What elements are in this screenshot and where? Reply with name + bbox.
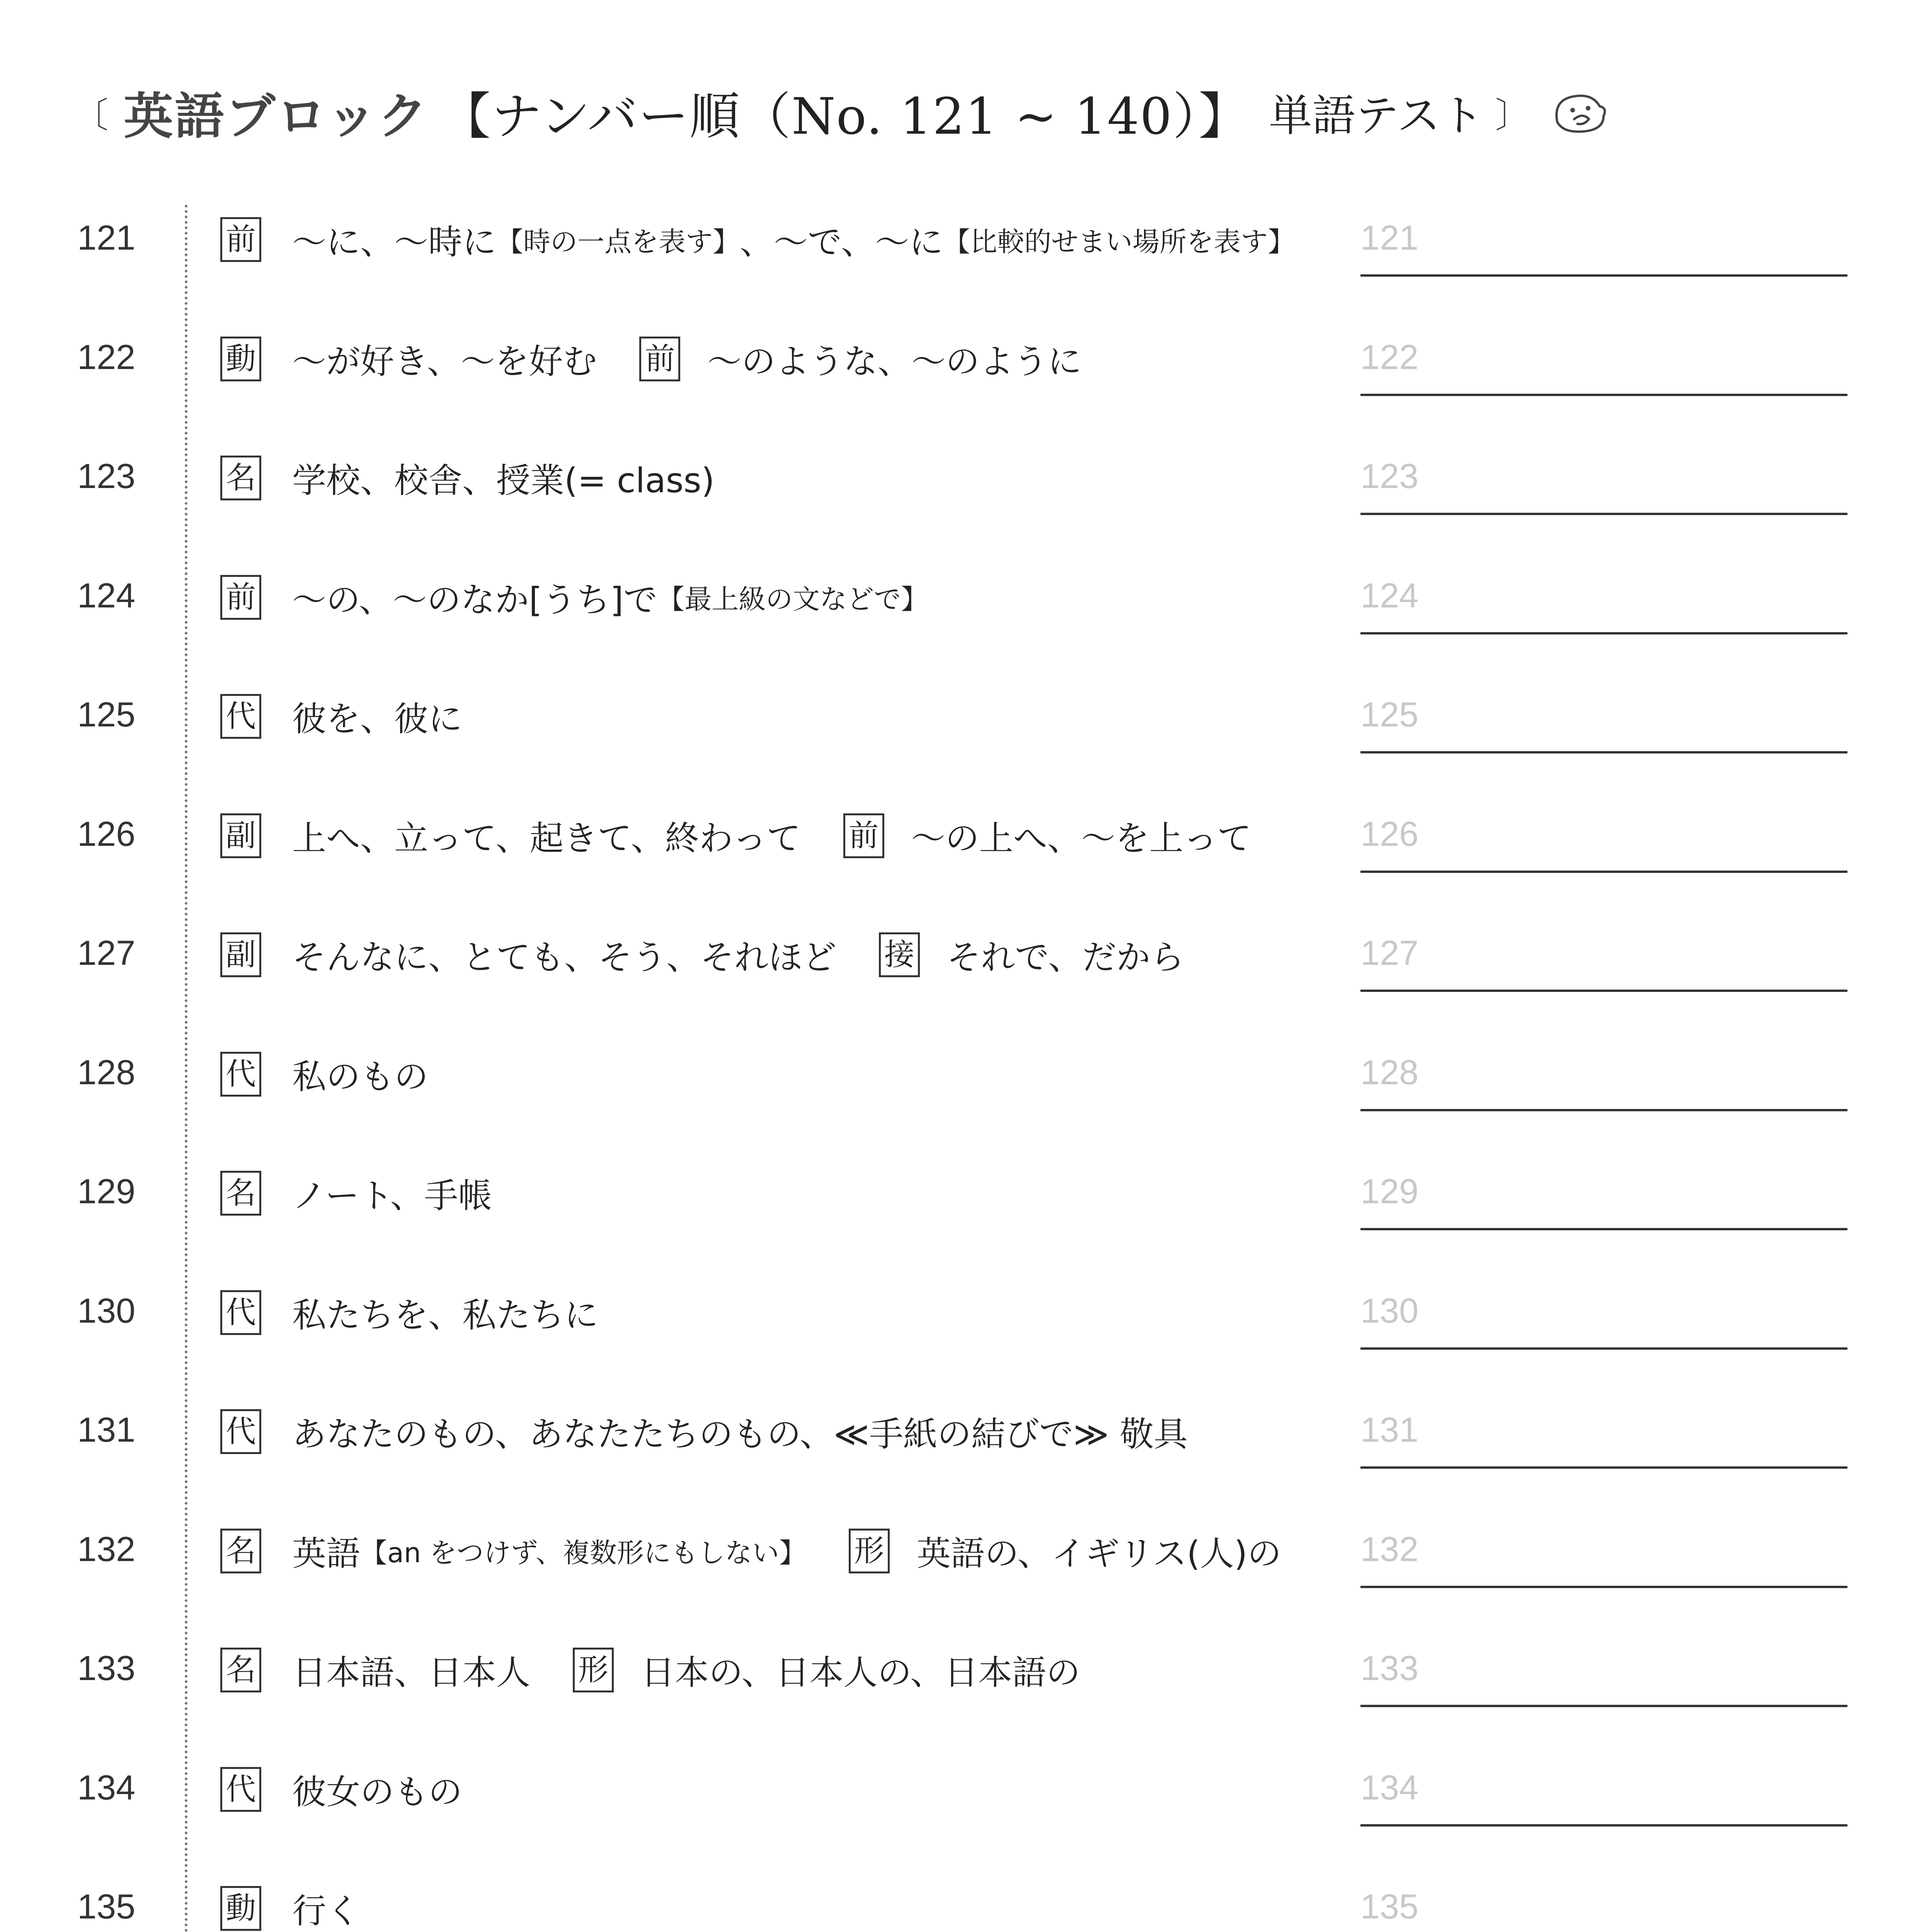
item-number: 133 xyxy=(77,1649,136,1688)
part-of-speech-badge: 形 xyxy=(849,1529,890,1573)
meaning-text: 私のもの xyxy=(292,1056,429,1097)
item-number: 130 xyxy=(77,1291,136,1330)
meaning-text: 彼を、彼に xyxy=(292,699,463,739)
answer-number-label: 133 xyxy=(1360,1649,1419,1688)
item-number: 126 xyxy=(77,815,136,854)
usage-note: 【最上級の文などで】 xyxy=(657,583,928,615)
answer-write-line[interactable] xyxy=(1360,274,1847,277)
page-header xyxy=(73,73,1611,151)
item-number: 135 xyxy=(77,1888,136,1926)
answer-number-label: 125 xyxy=(1360,696,1419,734)
brand-logo: 英語ブロック xyxy=(124,88,429,145)
item-number: 124 xyxy=(77,576,136,615)
answer-number-label: 135 xyxy=(1360,1888,1419,1926)
definition xyxy=(220,691,462,742)
part-of-speech-badge: 名 xyxy=(220,1648,261,1692)
item-number: 129 xyxy=(77,1172,136,1211)
item-number: 128 xyxy=(77,1053,136,1092)
answer-number-label: 129 xyxy=(1360,1172,1419,1211)
meaning-text: 英語 xyxy=(292,1533,361,1573)
part-of-speech-badge: 名 xyxy=(220,1171,261,1216)
part-of-speech-badge: 前 xyxy=(220,217,261,262)
definition xyxy=(220,1526,1281,1576)
meaning-text: あなたのもの、あなたたちのもの、≪手紙の結びで≫ 敬具 xyxy=(292,1414,1188,1454)
definition xyxy=(220,1168,492,1218)
definition xyxy=(220,572,928,622)
answer-write-line[interactable] xyxy=(1360,1466,1847,1469)
answer-write-line[interactable] xyxy=(1360,1705,1847,1707)
word-row xyxy=(0,1864,1917,1932)
usage-note: 【時の一点を表す】 xyxy=(496,226,740,258)
answer-number-label: 134 xyxy=(1360,1768,1419,1807)
answer-write-line[interactable] xyxy=(1360,394,1847,396)
meaning-text: 日本語、日本人 xyxy=(292,1653,531,1692)
meaning-text: そんなに、とても、そう、それほど xyxy=(292,937,837,977)
meaning-text: 、～で、～に xyxy=(740,222,943,262)
item-number: 134 xyxy=(77,1768,136,1807)
answer-write-line[interactable] xyxy=(1360,1824,1847,1827)
meaning-text: ～の上へ、～を上って xyxy=(911,818,1251,858)
word-row xyxy=(0,1507,1917,1626)
part-of-speech-badge: 代 xyxy=(220,1052,261,1097)
word-row xyxy=(0,791,1917,911)
definition xyxy=(220,1406,1188,1457)
answer-write-line[interactable] xyxy=(1360,1586,1847,1588)
answer-number-label: 126 xyxy=(1360,815,1419,854)
word-row xyxy=(0,434,1917,553)
part-of-speech-badge: 代 xyxy=(220,1290,261,1335)
word-row xyxy=(0,1149,1917,1268)
answer-number-label: 131 xyxy=(1360,1411,1419,1449)
answer-write-line[interactable] xyxy=(1360,632,1847,634)
item-number: 131 xyxy=(77,1411,136,1449)
answer-write-line[interactable] xyxy=(1360,1109,1847,1111)
word-row xyxy=(0,1268,1917,1388)
answer-write-line[interactable] xyxy=(1360,1347,1847,1350)
definition xyxy=(220,453,715,503)
word-row xyxy=(0,1387,1917,1507)
answer-number-label: 122 xyxy=(1360,338,1419,377)
meaning-text: 行く xyxy=(292,1891,361,1931)
answer-number-label: 128 xyxy=(1360,1053,1419,1092)
definition xyxy=(220,930,1184,980)
answer-write-line[interactable] xyxy=(1360,990,1847,992)
item-number: 127 xyxy=(77,934,136,973)
meaning-text: 英語の、イギリス(人)の xyxy=(916,1533,1282,1573)
item-number: 123 xyxy=(77,457,136,496)
part-of-speech-badge: 前 xyxy=(843,813,884,858)
answer-number-label: 130 xyxy=(1360,1291,1419,1330)
part-of-speech-badge: 動 xyxy=(220,1886,261,1931)
word-row xyxy=(0,1030,1917,1149)
header-bracket-open: 〔 xyxy=(73,95,108,136)
part-of-speech-badge: 前 xyxy=(639,337,680,381)
word-row xyxy=(0,195,1917,315)
definition xyxy=(220,1645,1080,1695)
usage-note: 【比較的せまい場所を表す】 xyxy=(943,226,1295,258)
part-of-speech-badge: 前 xyxy=(220,575,261,620)
word-row xyxy=(0,1626,1917,1745)
meaning-text: ～のような、～のように xyxy=(707,341,1082,381)
meaning-text: ～の、～のなか[うち]で xyxy=(292,580,658,620)
answer-write-line[interactable] xyxy=(1360,1228,1847,1230)
page-title: 【ナンバー順（No. 121 ~ 140）】 xyxy=(440,87,1250,146)
meaning-text: 上へ、立って、起きて、終わって xyxy=(292,818,801,858)
part-of-speech-badge: 副 xyxy=(220,813,261,858)
definition xyxy=(220,811,1251,861)
part-of-speech-badge: 名 xyxy=(220,1529,261,1573)
word-row xyxy=(0,910,1917,1030)
part-of-speech-badge: 動 xyxy=(220,337,261,381)
definition xyxy=(220,1764,462,1815)
word-row xyxy=(0,553,1917,672)
part-of-speech-badge: 代 xyxy=(220,694,261,739)
part-of-speech-badge: 代 xyxy=(220,1409,261,1454)
answer-write-line[interactable] xyxy=(1360,871,1847,873)
meaning-text: 私たちを、私たちに xyxy=(292,1295,599,1335)
answer-write-line[interactable] xyxy=(1360,751,1847,753)
word-row xyxy=(0,672,1917,791)
part-of-speech-badge: 代 xyxy=(220,1767,261,1812)
meaning-text: ノート、手帳 xyxy=(292,1176,492,1216)
item-number: 125 xyxy=(77,696,136,734)
page-subtitle: 単語テスト xyxy=(1269,90,1484,141)
word-row xyxy=(0,1745,1917,1864)
answer-write-line[interactable] xyxy=(1360,513,1847,515)
answer-number-label: 132 xyxy=(1360,1530,1419,1569)
answer-number-label: 124 xyxy=(1360,576,1419,615)
answer-number-label: 127 xyxy=(1360,934,1419,973)
definition xyxy=(220,1049,428,1099)
meaning-text: 日本の、日本人の、日本語の xyxy=(641,1653,1080,1692)
meaning-text: ～が好き、～を好む xyxy=(292,341,597,381)
definition xyxy=(220,334,1082,384)
item-number: 122 xyxy=(77,338,136,377)
answer-number-label: 121 xyxy=(1360,219,1419,257)
meaning-text: ～に、～時に xyxy=(292,222,497,262)
answer-number-label: 123 xyxy=(1360,457,1419,496)
word-row xyxy=(0,315,1917,434)
header-bracket-close: 〕 xyxy=(1495,95,1530,136)
meaning-text: 学校、校舎、授業(= class) xyxy=(292,461,715,500)
meaning-text: 彼女のもの xyxy=(292,1772,463,1812)
usage-note: 【an をつけず、複数形にもしない】 xyxy=(360,1537,806,1569)
item-number: 121 xyxy=(77,219,136,257)
smiley-face-icon xyxy=(1546,85,1611,139)
part-of-speech-badge: 副 xyxy=(220,932,261,977)
definition xyxy=(220,1883,360,1932)
part-of-speech-badge: 形 xyxy=(573,1648,614,1692)
definition xyxy=(220,1287,598,1338)
definition xyxy=(220,214,1295,265)
part-of-speech-badge: 名 xyxy=(220,456,261,500)
item-number: 132 xyxy=(77,1530,136,1569)
meaning-text: それで、だから xyxy=(947,937,1185,977)
word-list xyxy=(0,195,1917,1932)
part-of-speech-badge: 接 xyxy=(879,932,920,977)
